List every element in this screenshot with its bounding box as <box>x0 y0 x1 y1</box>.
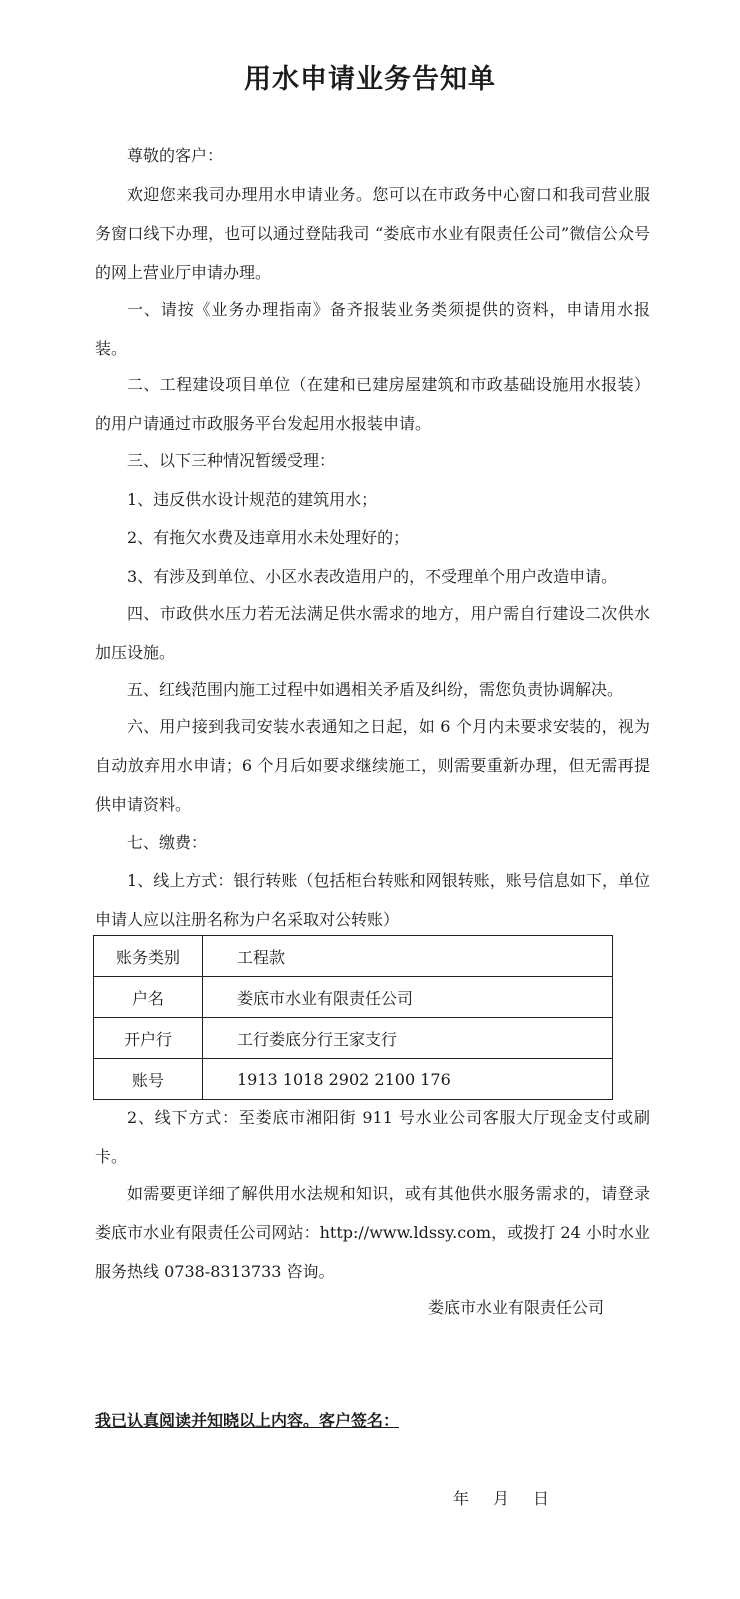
account-field-label: 账号 <box>94 1059 203 1100</box>
account-field-value: 工程款 <box>203 936 613 977</box>
item-7-sub-2: 2、线下方式：至娄底市湘阳街 911 号水业公司客服大厅现金支付或刷卡。 <box>95 1108 650 1166</box>
table-row <box>94 977 613 1018</box>
document-title: 用水申请业务告知单 <box>244 64 496 95</box>
date-month: 月 <box>493 1489 510 1508</box>
item-7-paragraph: 七、缴费： <box>127 833 208 852</box>
date-day: 日 <box>533 1489 550 1508</box>
closing-paragraph: 如需要更详细了解供用水法规和知识，或有其他供水服务需求的，请登录娄底市水业有限责任公司网站：http://www.ldssy.com，或拨打 24 小时水业服务热线 0738-8313733 咨询。 <box>95 1184 650 1281</box>
acknowledgement-signature-line: 我已认真阅读并知晓以上内容。客户签名： <box>95 1411 400 1430</box>
company-signature: 娄底市水业有限责任公司 <box>428 1298 605 1317</box>
table-row <box>94 1018 613 1059</box>
date-line <box>453 1484 549 1514</box>
account-field-label: 户名 <box>94 977 203 1018</box>
account-field-value: 工行娄底分行王家支行 <box>203 1018 613 1059</box>
item-3-sub-2: 2、有拖欠水费及违章用水未处理好的； <box>127 528 410 547</box>
item-2-paragraph: 二、工程建设项目单位（在建和已建房屋建筑和市政基础设施用水报装）的用户请通过市政服务平台发起用水报装申请。 <box>95 375 650 433</box>
intro-paragraph: 欢迎您来我司办理用水申请业务。您可以在市政务中心窗口和我司营业服务窗口线下办理，也可以通过登陆我司 “娄底市水业有限责任公司”微信公众号的网上营业厅申请办理。 <box>95 185 650 282</box>
bank-account-table <box>93 935 613 1100</box>
item-1-paragraph: 一、请按《业务办理指南》备齐报装业务类须提供的资料，申请用水报装。 <box>95 300 650 358</box>
salutation: 尊敬的客户： <box>127 146 224 165</box>
account-field-value: 娄底市水业有限责任公司 <box>203 977 613 1018</box>
account-field-value: 1913 1018 2902 2100 176 <box>203 1059 613 1100</box>
account-field-label: 账务类别 <box>94 936 203 977</box>
table-row <box>94 1059 613 1100</box>
date-year: 年 <box>453 1489 470 1508</box>
account-field-label: 开户行 <box>94 1018 203 1059</box>
item-3-paragraph: 三、以下三种情况暂缓受理： <box>127 451 336 470</box>
item-5-paragraph: 五、红线范围内施工过程中如遇相关矛盾及纠纷，需您负责协调解决。 <box>127 680 624 699</box>
item-7-sub-1: 1、线上方式：银行转账（包括柜台转账和网银转账，账号信息如下，单位申请人应以注册名称为户名采取对公转账） <box>95 871 650 929</box>
item-4-paragraph: 四、市政供水压力若无法满足供水需求的地方，用户需自行建设二次供水加压设施。 <box>95 604 650 662</box>
table-row <box>94 936 613 977</box>
item-3-sub-3: 3、有涉及到单位、小区水表改造用户的，不受理单个用户改造申请。 <box>127 567 618 586</box>
item-3-sub-1: 1、违反供水设计规范的建筑用水； <box>127 490 378 509</box>
item-6-paragraph: 六、用户接到我司安装水表通知之日起，如 6 个月内未要求安装的，视为自动放弃用水申请；6 个月后如要求继续施工，则需要重新办理，但无需再提供申请资料。 <box>95 717 650 814</box>
